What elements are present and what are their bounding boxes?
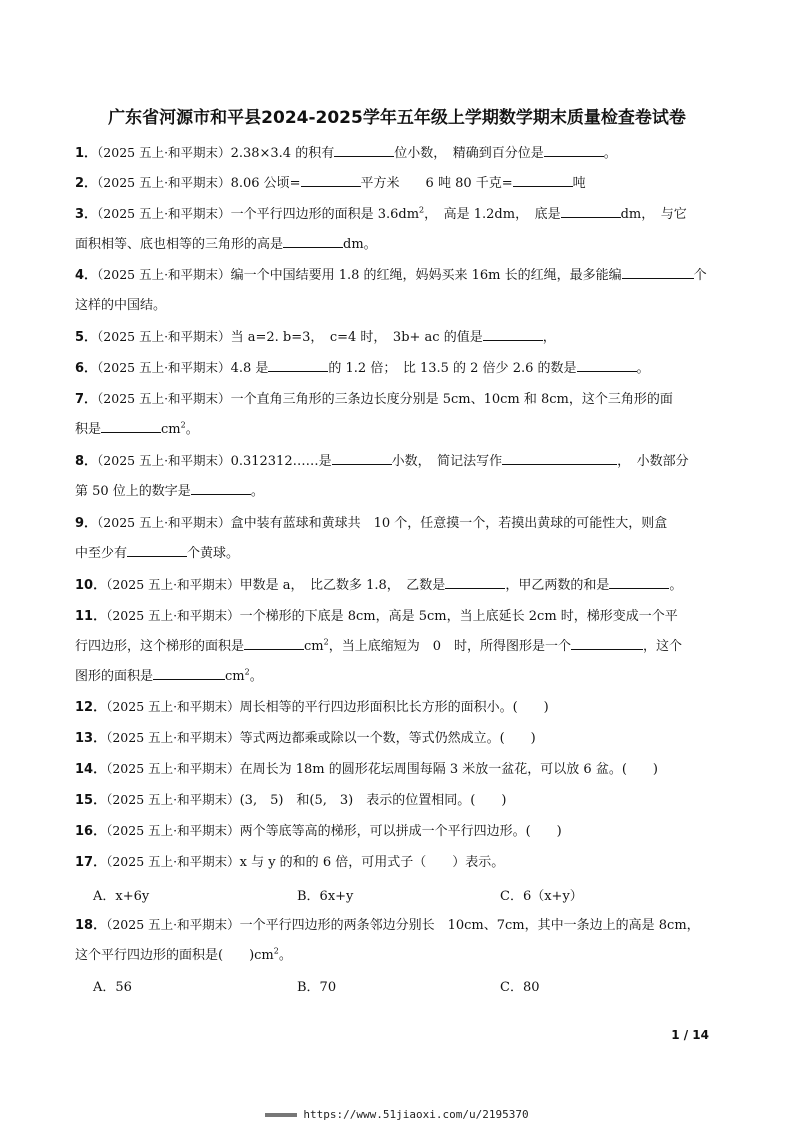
answer-blank[interactable] (445, 574, 505, 589)
question-4: 4．（2025 五上·和平期末）编一个中国结要用 1.8 的红绳，妈妈买来 16m 长的红绳，最多能编 个 这样的中国结。 (75, 260, 725, 321)
answer-blank[interactable] (191, 480, 251, 495)
question-15: 15．（2025 五上·和平期末）(3, 5) 和(5, 3) 表示的位置相同。( ) (75, 792, 507, 808)
question-17: 17．（2025 五上·和平期末）x 与 y 的和的 6 倍，可用式子（ ）表示。 (75, 854, 505, 870)
question-6: 6．（2025 五上·和平期末）4.8 是 的 1.2 倍； 比 13.5 的 2 倍少 2.6 的数是 。 (75, 353, 725, 384)
answer-blank[interactable] (127, 542, 187, 557)
question-18: 18．（2025 五上·和平期末）一个平行四边形的两条邻边分别长 10cm、7cm，其中一条边上的高是 8cm， 这个平行四边形的面积是( )$cm^2$。 (75, 917, 700, 963)
option-c[interactable]: C．80 (500, 980, 540, 995)
option-c[interactable]: C．6（x+y） (500, 889, 583, 904)
option-a[interactable]: A．56 (93, 980, 132, 995)
answer-blank[interactable] (502, 450, 617, 465)
answer-blank[interactable] (301, 172, 361, 187)
question-13: 13．（2025 五上·和平期末）等式两边都乘或除以一个数，等式仍然成立。( ) (75, 730, 536, 746)
question-7: 7．（2025 五上·和平期末）一个直角三角形的三条边长度分别是 5cm、10cm 和 8cm，这个三角形的面 积是 $cm^2$。 (75, 391, 673, 437)
answer-blank[interactable] (334, 142, 394, 157)
question-10: 10．（2025 五上·和平期末）甲数是 a， 比乙数多 1.8， 乙数是 ，甲乙两数的和是 。 (75, 570, 725, 601)
answer-blank[interactable] (101, 418, 161, 433)
answer-blank[interactable] (609, 574, 669, 589)
answer-blank[interactable] (283, 233, 343, 248)
question-3: 3．（2025 五上·和平期末）一个平行四边形的面积是 $3.6dm^2$， 高是 1.2dm， 底是 dm， 与它 面积相等、底也相等的三角形的高是 dm。 (75, 199, 725, 260)
answer-blank[interactable] (513, 172, 573, 187)
answer-blank[interactable] (332, 450, 392, 465)
question-2: 2．（2025 五上·和平期末）8.06 公顷= 平方米 6 吨 80 千克= 吨 (75, 168, 725, 199)
answer-blank[interactable] (244, 635, 304, 650)
option-b[interactable]: B．6x+y (297, 889, 354, 904)
footer-link[interactable]: https://www.51jiaoxi.com/u/2195370 (303, 1108, 529, 1121)
answer-blank[interactable] (483, 326, 543, 341)
question-9: 9．（2025 五上·和平期末）盒中装有蓝球和黄球共 10 个，任意摸一个，若摸出黄球的可能性大，则盒 中至少有 个黄球。 (75, 515, 668, 561)
footer (0, 1108, 794, 1121)
question-11: 11．（2025 五上·和平期末）一个梯形的下底是 8cm，高是 5cm，当上底延长 2cm 时，梯形变成一个平 行四边形，这个梯形的面积是 $cm^2$，当上底缩短为 0 时，所得图形是一个 ，这个 图形的面积是 $cm^2$。 (75, 608, 683, 684)
question-12: 12．（2025 五上·和平期末）周长相等的平行四边形面积比长方形的面积小。( ) (75, 699, 549, 715)
logo-icon (265, 1113, 297, 1117)
question-16: 16．（2025 五上·和平期末）两个等底等高的梯形，可以拼成一个平行四边形。( ) (75, 823, 562, 839)
option-b[interactable]: B．70 (297, 980, 337, 995)
question-5: 5．（2025 五上·和平期末）当 a=2. b=3， c=4 时， 3b+ ac 的值是 ， (75, 322, 725, 353)
answer-blank[interactable] (577, 357, 637, 372)
answer-blank[interactable] (153, 665, 225, 680)
answer-blank[interactable] (544, 142, 604, 157)
question-1: 1．（2025 五上·和平期末）2.38×3.4 的积有 位小数， 精确到百分位是 。 (75, 138, 725, 169)
answer-blank[interactable] (268, 357, 328, 372)
option-a[interactable]: A．x+6y (93, 889, 150, 904)
answer-blank[interactable] (571, 635, 643, 650)
question-14: 14．（2025 五上·和平期末）在周长为 18m 的圆形花坛周围每隔 3 米放一盆花，可以放 6 盆。( ) (75, 761, 658, 777)
page-number: 1 / 14 (671, 1028, 709, 1042)
question-8: 8．（2025 五上·和平期末）0.312312……是 小数， 简记法写作 ， 小数部分 第 50 位上的数字是 。 (75, 446, 725, 507)
answer-blank[interactable] (622, 264, 694, 279)
exam-title: 广东省河源市和平县2024-2025学年五年级上学期数学期末质量检查卷试卷 (108, 108, 686, 128)
answer-blank[interactable] (561, 203, 621, 218)
